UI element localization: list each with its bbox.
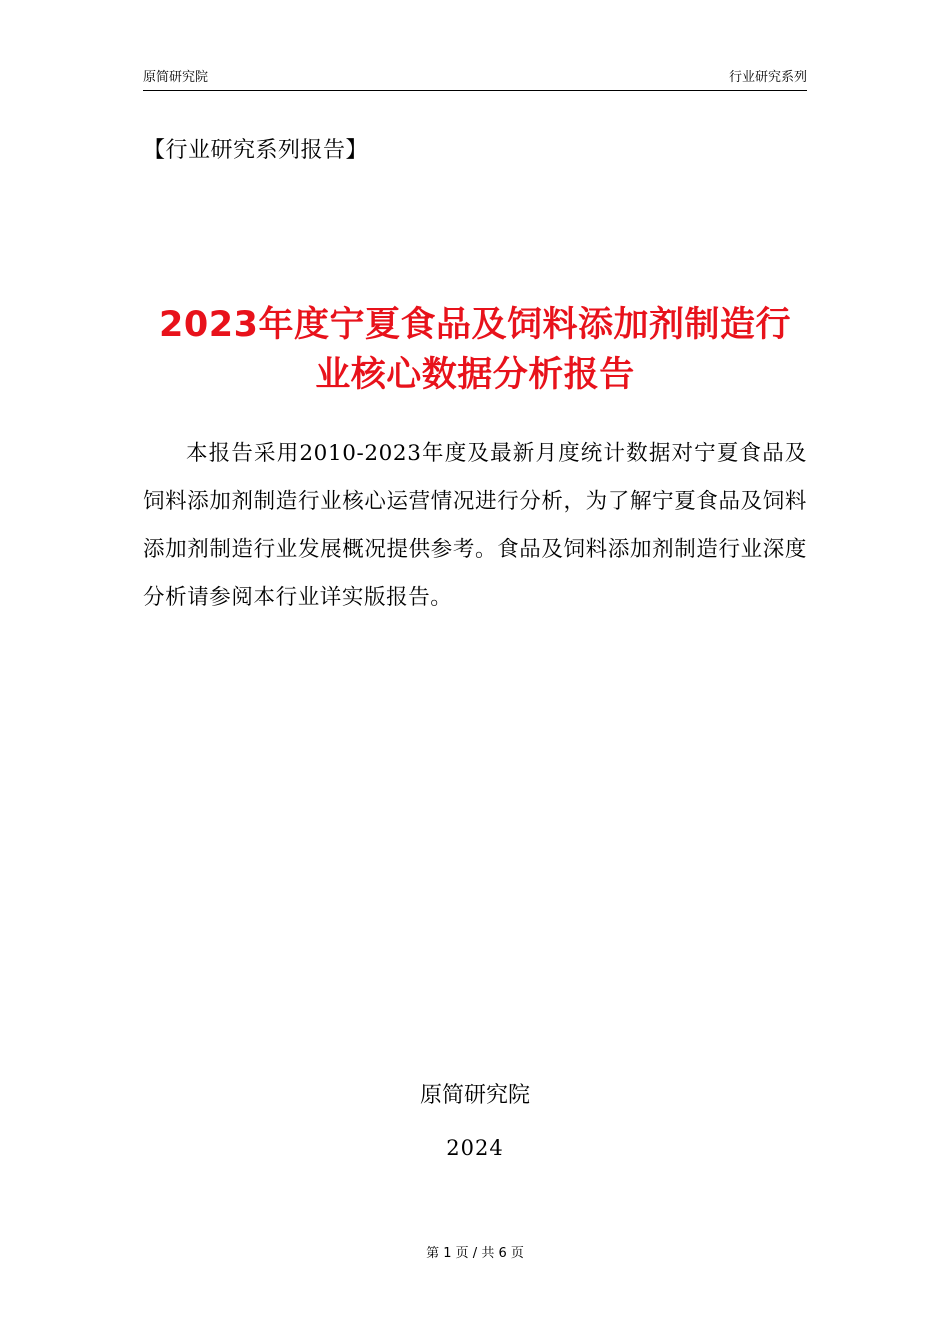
page-number: 第 1 页 / 共 6 页 [426, 1246, 524, 1261]
intro-paragraph: 本报告采用2010-2023年度及最新月度统计数据对宁夏食品及饲料添加剂制造行业核心运营情况进行分析，为了解宁夏食品及饲料添加剂制造行业发展概况提供参考。食品及饲料添加剂制造行业深度分析请参阅本行业详实版报告。 [143, 441, 807, 610]
header-publisher: 原简研究院 [143, 70, 209, 85]
publisher-name: 原简研究院 [419, 1083, 530, 1108]
page-header [143, 66, 807, 91]
publication-year: 2024 [446, 1136, 504, 1160]
report-title: 2023年度宁夏食品及饲料添加剂制造行业核心数据分析报告 [159, 305, 791, 395]
header-series: 行业研究系列 [728, 70, 807, 85]
series-label: 【行业研究系列报告】 [143, 138, 369, 163]
